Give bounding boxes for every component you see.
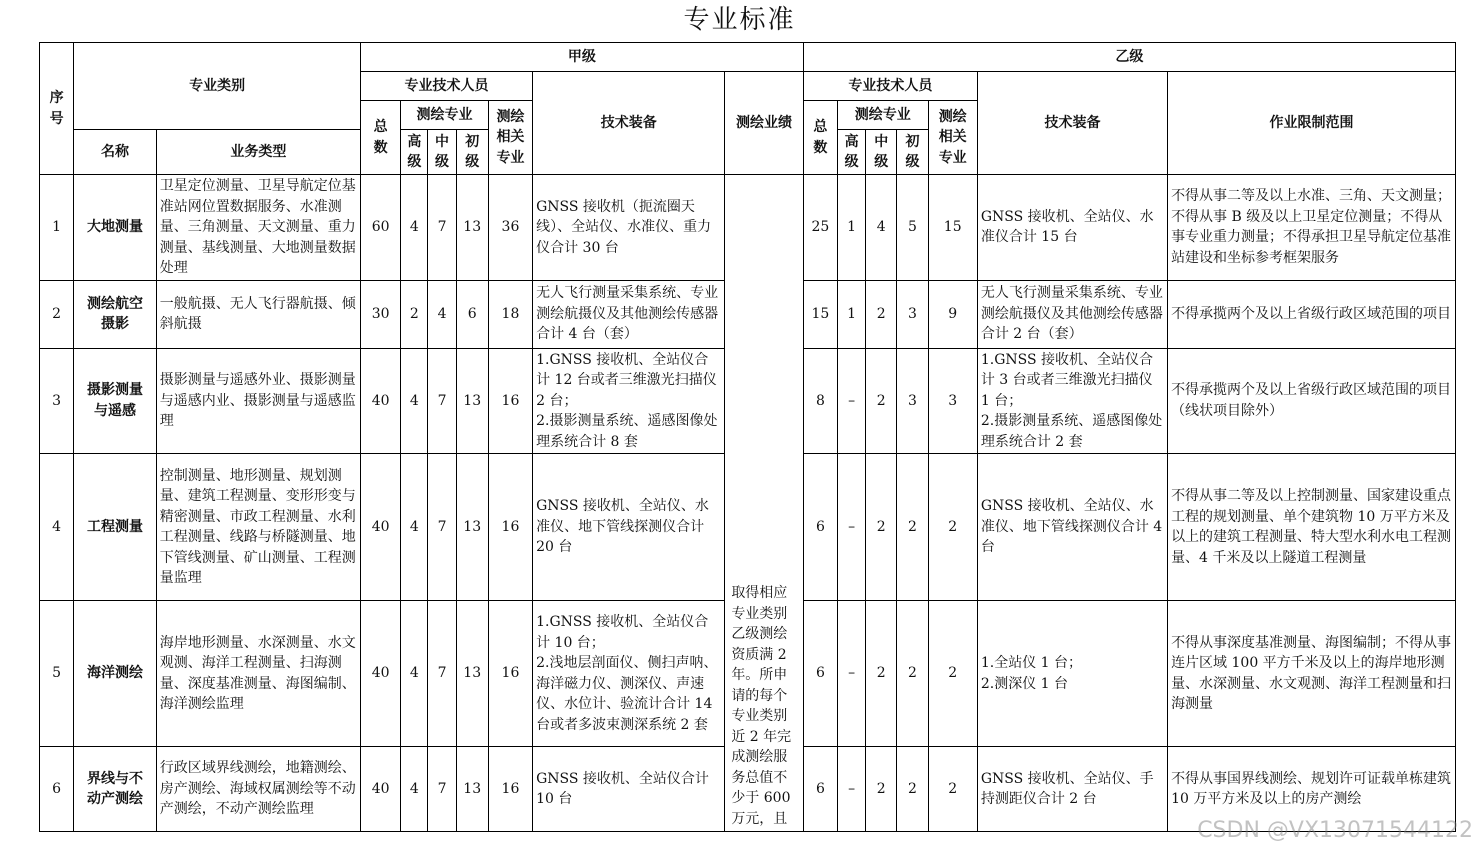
b-junior: 2 — [897, 454, 928, 601]
a-related: 16 — [488, 747, 532, 832]
a-total: 40 — [361, 348, 401, 454]
page-title: 专业标准 — [683, 5, 796, 35]
row-number: 3 — [40, 348, 74, 454]
category-name — [74, 601, 157, 747]
work-scope: 不得从事二等及以上控制测量、国家建设重点工程的规划测量、单个建筑物 10 万平方米及以上的建筑工程测量、特大型水利水电工程测量、4 千米及以上隧道工程测量 — [1168, 454, 1456, 601]
a-middle: 7 — [428, 747, 456, 832]
b-related: 2 — [928, 454, 977, 601]
b-equipment: GNSS 接收机、全站仪、手持测距仪合计 2 台 — [977, 747, 1167, 832]
a-senior: 4 — [401, 175, 428, 281]
work-scope: 不得承揽两个及以上省级行政区域范围的项目 — [1168, 280, 1456, 348]
b-total: 6 — [803, 747, 837, 832]
row-number: 5 — [40, 601, 74, 747]
header-b-junior: 初级 — [897, 130, 928, 175]
category-name — [74, 175, 157, 281]
standards-table — [39, 42, 1456, 832]
header-grade-b: 乙级 — [803, 43, 1455, 72]
business-type: 摄影测量与遥感外业、摄影测量与遥感内业、摄影测量与遥感监理 — [156, 348, 360, 454]
b-senior: – — [838, 348, 866, 454]
header-seq: 序号 — [40, 43, 74, 175]
b-equipment: GNSS 接收机、全站仪、水准仪合计 15 台 — [977, 175, 1167, 281]
a-junior: 13 — [456, 601, 488, 747]
header-a-related: 测绘相关专业 — [488, 101, 532, 175]
category-name-text: 摄影测量与遥感 — [86, 382, 143, 419]
b-junior: 2 — [897, 747, 928, 832]
header-scope: 作业限制范围 — [1168, 72, 1456, 175]
b-total: 25 — [803, 175, 837, 281]
b-senior: – — [838, 601, 866, 747]
a-total: 40 — [361, 454, 401, 601]
b-total: 8 — [803, 348, 837, 454]
a-equipment: 1.GNSS 接收机、全站仪合计 10 台； 2.浅地层剖面仪、侧扫声呐、海洋磁力仪、测深仪、声速仪、水位计、验流计合计 14 台或者多波束测深系统 2 套 — [533, 601, 725, 747]
watermark: CSDN @VX13071544122 — [1197, 818, 1473, 843]
b-middle: 2 — [866, 348, 897, 454]
a-junior: 13 — [456, 175, 488, 281]
row-number: 2 — [40, 280, 74, 348]
header-category: 专业类别 — [74, 43, 361, 130]
b-junior: 2 — [897, 601, 928, 747]
work-scope: 不得从事国界线测绘、规划许可证载单栋建筑 10 万平方米及以上的房产测绘 — [1168, 747, 1456, 832]
a-junior: 6 — [456, 280, 488, 348]
header-a-performance: 测绘业绩 — [725, 72, 803, 175]
b-related: 3 — [928, 348, 977, 454]
b-equipment: 1.全站仪 1 台； 2.测深仪 1 台 — [977, 601, 1167, 747]
table-row — [40, 175, 1456, 281]
b-middle: 2 — [866, 280, 897, 348]
work-scope: 不得从事深度基准测量、海图编制；不得从事连片区域 100 平方千米及以上的海岸地形测量、水深测量、水文观测、海洋工程测量和扫海测量 — [1168, 601, 1456, 747]
a-total: 60 — [361, 175, 401, 281]
b-equipment: 1.GNSS 接收机、全站仪合计 3 台或者三维激光扫描仪 1 台； 2.摄影测量系统、遥感图像处理系统合计 2 套 — [977, 348, 1167, 454]
header-a-total: 总数 — [361, 101, 401, 175]
a-related: 16 — [488, 348, 532, 454]
a-senior: 4 — [401, 747, 428, 832]
header-name: 名称 — [74, 130, 157, 175]
a-total: 40 — [361, 747, 401, 832]
b-total: 6 — [803, 601, 837, 747]
a-related: 16 — [488, 454, 532, 601]
a-related: 18 — [488, 280, 532, 348]
b-senior: – — [838, 747, 866, 832]
b-junior: 3 — [897, 348, 928, 454]
a-total: 40 — [361, 601, 401, 747]
category-name-text: 测绘航空摄影 — [86, 295, 143, 332]
header-a-survey-major: 测绘专业 — [401, 101, 489, 130]
business-type: 卫星定位测量、卫星导航定位基准站网位置数据服务、水准测量、三角测量、天文测量、重力测量、基线测量、大地测量数据处理 — [156, 175, 360, 281]
work-scope: 不得从事二等及以上水准、三角、天文测量；不得从事 B 级及以上卫星定位测量；不得从事专业重力测量；不得承担卫星导航定位基准站建设和坐标参考框架服务 — [1168, 175, 1456, 281]
work-scope: 不得承揽两个及以上省级行政区域范围的项目（线状项目除外） — [1168, 348, 1456, 454]
b-related: 15 — [928, 175, 977, 281]
b-senior: 1 — [838, 175, 866, 281]
b-related: 2 — [928, 601, 977, 747]
b-junior: 3 — [897, 280, 928, 348]
b-senior: 1 — [838, 280, 866, 348]
b-senior: – — [838, 454, 866, 601]
a-middle: 7 — [428, 175, 456, 281]
header-b-total: 总数 — [803, 101, 837, 175]
category-name — [74, 454, 157, 601]
b-middle: 4 — [866, 175, 897, 281]
business-type: 海岸地形测量、水深测量、水文观测、海洋工程测量、扫海测量、深度基准测量、海图编制、海洋测绘监理 — [156, 601, 360, 747]
header-a-tech-staff: 专业技术人员 — [361, 72, 533, 101]
header-a-junior: 初级 — [456, 130, 488, 175]
a-junior: 13 — [456, 454, 488, 601]
a-equipment: GNSS 接收机、全站仪、水准仪、地下管线探测仪合计 20 台 — [533, 454, 725, 601]
a-related: 36 — [488, 175, 532, 281]
header-a-middle: 中级 — [428, 130, 456, 175]
a-middle: 7 — [428, 348, 456, 454]
b-middle: 2 — [866, 747, 897, 832]
a-middle: 7 — [428, 454, 456, 601]
category-name-text: 大地测量 — [86, 219, 143, 235]
a-related: 16 — [488, 601, 532, 747]
category-name-text: 海洋测绘 — [86, 665, 143, 682]
b-equipment: 无人飞行测量采集系统、专业测绘航摄仪及其他测绘传感器合计 2 台（套） — [977, 280, 1167, 348]
category-name — [74, 747, 157, 832]
row-number: 4 — [40, 454, 74, 601]
a-senior: 4 — [401, 454, 428, 601]
category-name-text: 界线与不动产测绘 — [86, 770, 143, 807]
a-senior: 4 — [401, 601, 428, 747]
category-name — [74, 280, 157, 348]
a-middle: 4 — [428, 280, 456, 348]
header-a-senior: 高级 — [401, 130, 428, 175]
header-business-type: 业务类型 — [156, 130, 360, 175]
a-middle: 7 — [428, 601, 456, 747]
b-middle: 2 — [866, 454, 897, 601]
row-number: 1 — [40, 175, 74, 281]
a-equipment: GNSS 接收机（扼流圈天线）、全站仪、水准仪、重力仪合计 30 台 — [533, 175, 725, 281]
row-number: 6 — [40, 747, 74, 832]
a-equipment: GNSS 接收机、全站仪合计 10 台 — [533, 747, 725, 832]
a-junior: 13 — [456, 747, 488, 832]
a-senior: 2 — [401, 280, 428, 348]
a-junior: 13 — [456, 348, 488, 454]
category-name — [74, 348, 157, 454]
business-type: 行政区域界线测绘，地籍测绘、房产测绘、海域权属测绘等不动产测绘，不动产测绘监理 — [156, 747, 360, 832]
header-b-tech-staff: 专业技术人员 — [803, 72, 977, 101]
business-type: 一般航摄、无人飞行器航摄、倾斜航摄 — [156, 280, 360, 348]
category-name-text: 工程测量 — [86, 518, 143, 535]
header-b-middle: 中级 — [866, 130, 897, 175]
a-equipment: 无人飞行测量采集系统、专业测绘航摄仪及其他测绘传感器合计 4 台（套） — [533, 280, 725, 348]
b-total: 15 — [803, 280, 837, 348]
header-a-equipment: 技术装备 — [533, 72, 725, 175]
b-equipment: GNSS 接收机、全站仪、水准仪、地下管线探测仪合计 4 台 — [977, 454, 1167, 601]
b-middle: 2 — [866, 601, 897, 747]
business-type: 控制测量、地形测量、规划测量、建筑工程测量、变形形变与精密测量、市政工程测量、水利工程测量、线路与桥隧测量、地下管线测量、矿山测量、工程测量监理 — [156, 454, 360, 601]
header-b-survey-major: 测绘专业 — [838, 101, 929, 130]
b-related: 2 — [928, 747, 977, 832]
b-related: 9 — [928, 280, 977, 348]
header-b-related: 测绘相关专业 — [928, 101, 977, 175]
a-senior: 4 — [401, 348, 428, 454]
header-b-equipment: 技术装备 — [977, 72, 1167, 175]
b-junior: 5 — [897, 175, 928, 281]
b-total: 6 — [803, 454, 837, 601]
a-total: 30 — [361, 280, 401, 348]
a-equipment: 1.GNSS 接收机、全站仪合计 12 台或者三维激光扫描仪 2 台； 2.摄影测量系统、遥感图像处理系统合计 8 套 — [533, 348, 725, 454]
header-grade-a: 甲级 — [361, 43, 804, 72]
header-b-senior: 高级 — [838, 130, 866, 175]
a-performance: 取得相应专业类别乙级测绘资质满 2 年。所申请的每个专业类别近 2 年完成测绘服务总值不少于 600 万元，且 — [725, 175, 803, 832]
